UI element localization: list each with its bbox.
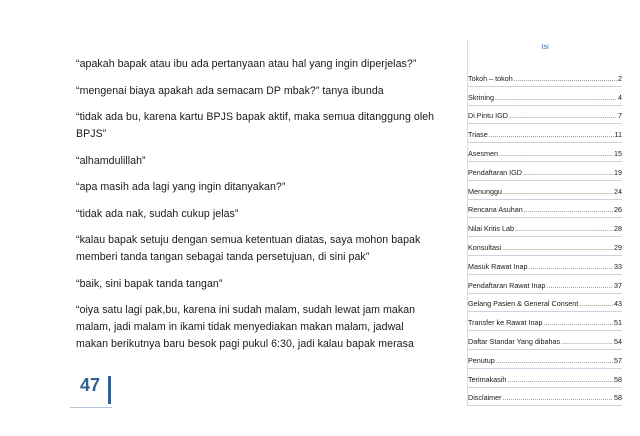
toc-leader-dots <box>499 150 613 158</box>
toc-item-label: Daftar Standar Yang dibahas <box>468 336 561 346</box>
toc-leader-dots <box>489 131 614 139</box>
toc-item-page: 7 <box>618 111 622 121</box>
toc-item[interactable] <box>468 312 622 331</box>
toc-leader-dots <box>547 282 613 290</box>
toc-title: Isi <box>541 42 549 51</box>
toc-item-label: Nilai Kritis Lab <box>468 224 514 234</box>
footer-divider <box>70 407 112 408</box>
toc-item[interactable] <box>468 106 622 125</box>
toc-item-page: 4 <box>618 92 622 102</box>
toc-item[interactable] <box>468 87 622 106</box>
toc-leader-dots <box>502 244 613 252</box>
toc-item-page: 58 <box>614 374 622 384</box>
toc-leader-dots <box>503 188 613 196</box>
toc-leader-dots <box>507 376 613 384</box>
paragraph: “apa masih ada lagi yang ingin ditanyakan?” <box>76 181 286 193</box>
toc-item-page: 29 <box>614 242 622 252</box>
paragraph: “baik, sini bapak tanda tangan” <box>76 277 223 290</box>
toc-leader-dots <box>561 338 613 346</box>
page-number-bar <box>108 376 111 404</box>
toc-item-label: Transfer ke Rawat Inap <box>468 318 543 328</box>
toc-item-page: 19 <box>614 167 622 177</box>
toc-item-page: 33 <box>614 261 622 271</box>
toc-item-label: Menunggu <box>468 186 502 196</box>
toc-item[interactable] <box>468 124 622 143</box>
toc-leader-dots <box>503 394 613 402</box>
paragraph: “alhamdulillah” <box>76 154 146 167</box>
toc-item-page: 26 <box>614 205 622 215</box>
paragraph: “mengenai biaya apakah ada semacam DP mbak?” tanya ibunda <box>76 84 384 97</box>
toc-leader-dots <box>524 206 613 214</box>
toc-item-page: 2 <box>618 73 622 83</box>
toc-item[interactable] <box>468 237 622 256</box>
toc-item-label: Di Pintu IGD <box>468 111 508 121</box>
toc-item-label: Disclaimer <box>468 393 502 403</box>
toc-item-label: Rencana Asuhan <box>468 205 523 215</box>
paragraph: “tidak ada bu, karena kartu BPJS bapak aktif, maka semua ditanggung oleh BPJS” <box>76 111 435 140</box>
toc-item-label: Tokoh – tokoh <box>468 73 513 83</box>
toc-item-page: 57 <box>614 355 622 365</box>
toc-leader-dots <box>579 300 613 308</box>
paragraph: “tidak ada nak, sudah cukup jelas” <box>76 207 239 220</box>
toc-item-page: 54 <box>614 336 622 346</box>
toc-leader-dots <box>496 357 613 365</box>
toc-item[interactable] <box>468 369 622 388</box>
toc-item-page: 58 <box>614 393 622 403</box>
toc-item[interactable] <box>468 200 622 219</box>
toc-item-label: Pendaftaran IGD <box>468 167 522 177</box>
toc-item-label: Triase <box>468 130 488 140</box>
toc-item-page: 15 <box>614 148 622 158</box>
toc-list <box>468 68 622 406</box>
toc-leader-dots <box>523 169 613 177</box>
toc-item[interactable] <box>468 162 622 181</box>
toc-item-label: Konsultasi <box>468 242 502 252</box>
toc-item-label: Masuk Rawat Inap <box>468 261 528 271</box>
toc-item-page: 28 <box>614 224 622 234</box>
toc-leader-dots <box>529 263 613 271</box>
toc-item-page: 51 <box>614 318 622 328</box>
toc-item-label: Penutup <box>468 355 495 365</box>
paragraph: “oiya satu lagi pak,bu, karena ini sudah malam, sudah lewat jam makan malam, jadi malam in ikami tidak menyediakan makan malam, jadwal makan berikutnya baru besok pagi pukul 6:30, jadi kalau bapak merasa <box>76 304 416 350</box>
main-text-column <box>76 56 436 363</box>
toc-leader-dots <box>514 75 617 83</box>
toc-item-page: 11 <box>614 130 622 140</box>
paragraph: “kalau bapak setuju dengan semua ketentuan diatas, saya mohon bapak memberi tanda tangan sebagai tanda persetujuan, di sini pak” <box>76 234 421 263</box>
toc-item[interactable] <box>468 331 622 350</box>
toc-item-label: Terimakasih <box>468 374 507 384</box>
toc-item[interactable] <box>468 350 622 369</box>
toc-item-label: Asesmen <box>468 148 498 158</box>
toc-item[interactable] <box>468 143 622 162</box>
toc-item-label: Skrining <box>468 92 494 102</box>
toc-item-label: Pendaftaran Rawat Inap <box>468 280 546 290</box>
toc-item[interactable] <box>468 275 622 294</box>
table-of-contents <box>467 40 622 406</box>
toc-leader-dots <box>509 112 617 120</box>
toc-item[interactable] <box>468 218 622 237</box>
toc-item[interactable] <box>468 181 622 200</box>
toc-item-page: 24 <box>614 186 622 196</box>
paragraph: “apakah bapak atau ibu ada pertanyaan atau hal yang ingin diperjelas?” <box>76 58 417 70</box>
toc-item[interactable] <box>468 68 622 87</box>
toc-item-page: 43 <box>614 299 622 309</box>
toc-item-page: 37 <box>614 280 622 290</box>
toc-item[interactable] <box>468 294 622 313</box>
toc-leader-dots <box>515 225 613 233</box>
toc-item[interactable] <box>468 256 622 275</box>
page-number: 47 <box>80 375 101 395</box>
toc-item-label: Gelang Pasien & General Consent <box>468 299 579 309</box>
toc-leader-dots <box>543 319 613 327</box>
toc-item[interactable] <box>468 388 622 407</box>
toc-leader-dots <box>495 94 617 102</box>
